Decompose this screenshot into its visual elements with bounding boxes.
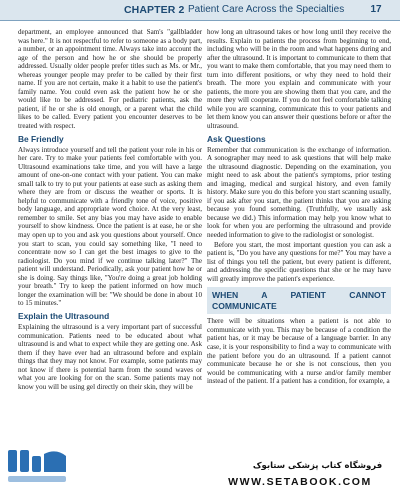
heading-be-friendly: Be Friendly	[18, 133, 64, 144]
page-number: 17	[370, 4, 382, 15]
chapter-title: Patient Care Across the Specialties	[188, 4, 345, 15]
right-paragraph-4: There will be situations when a patient is not able to communicate with you. This may be because of a condition the patient has, or it may be because of a language barrier. In any case, it is your responsibility to find a way to communicate with the patient before you do an ultrasound. If a patient cannot communicate because he or she is not conscious, then you would be communicating with a nurse and/or family member instead of the patient. If a patient has a condition, for example, a	[207, 317, 391, 386]
right-paragraph-3: Before you start, the most important question you can ask a patient is, "Do you have any questions for me?" You may have a list of things you tell the patient, but every patient is different, and addressing the specific questions that she or he may have will greatly improve the patient's experience.	[207, 240, 391, 283]
heading-explain-ultrasound: Explain the Ultrasound	[18, 310, 110, 321]
section-heading-cannot-communicate: WHEN A PATIENT CANNOT COMMUNICATE	[207, 287, 391, 314]
watermark-logo	[6, 446, 70, 486]
watermark-persian-text: فروشگاه کتاب پزشکی ستابوک	[240, 460, 395, 473]
left-paragraph-1: department, an employee announced that Sam's "gallbladder was here." It is not respectful to refer to someone as a body part, a number, or an appointment time. Always take into account the age of the person and how he or she should be properly addressed. Usually older people prefer titles such as Ms. or Mr., whereas younger people may prefer to be called by their first name. If you are not certain, make it a habit to use the patient's family name. You could even ask the patient how he or she would like to be addressed. For pediatric patients, ask the patient, if he or she is old enough, or a parent what the child likes to be called. Every patient you encounter deserves to be treated with respect.	[18, 28, 202, 131]
left-column	[18, 28, 202, 392]
heading-ask-questions: Ask Questions	[207, 133, 266, 144]
setabook-logo-icon	[6, 446, 70, 486]
page-header	[0, 0, 400, 21]
left-paragraph-3: Explaining the ultrasound is a very important part of successful communication. Patients need to be educated about what ultrasound is and what to expect while they are getting one. Ask them if they have ever had an ultrasound before and explain things that they may not know. For example, some patients may not know if there is potential harm from the sound waves or what you are looking for on the scan. Some patients may not know you will be using gel directly on their skin, they will be	[18, 322, 202, 391]
right-paragraph-2: Remember that communication is the exchange of information. A sonographer may need to ask questions that will help make the ultrasound diagnostic. Depending on the examination, you might need to ask about the patient's symptoms, prior testing and imaging, medical and surgical history, and even family history. Make sure you do this before you start scanning usually, if you ask after you start, the patient thinks that you are asking because you found something. (Truthfully, we usually ask because we did.) This information may help you know what to look for when you are performing the ultrasound and provide needed information to give to the radiologist or sonologist.	[207, 145, 391, 240]
right-paragraph-1: how long an ultrasound takes or how long until they receive the results. Explain to patients the process from beginning to end, including who will be in the room and what happens during and after the ultrasound. It is important to communicate to them that you want to make them comfortable, that you may need them to turn into different positions, or why they need to hold their breath. The more you explain and communicate with your patients, the more you are showing them that you care, and the more they will cooperate. If you do not feel comfortable talking while you are scanning, communicate this to your patients and let them know you can answer their questions before or after the ultrasound.	[207, 28, 391, 131]
left-paragraph-2: Always introduce yourself and tell the patient your role in his or her care. Try to make your patients feel comfortable with you. Ultrasound examinations take time, and you will have a large amount of one-on-one contact with your patient. You can make small talk to try to put your patients at ease such as asking them where they are from or discuss the weather or sports. It is helpful to communicate with a friendly tone of voice, positive body language, and appropriate word choice. At the very least, remember to smile. Set any bias you may have aside to enable yourself to show kindness. Once the patient is at ease, he or she may open up to you and ask you questions about yourself. Once you start to scan, you could say something like, "I need to concentrate now so I can get the best images to give to the radiologist. Do you mind if we continue talking later?" The patient will understand. Periodically, ask your patient how he or she is doing. Say things like, "You're doing a great job holding your breath." Try to keep the patient informed on how much longer the examination will be: "We should be done in about 10 to 15 minutes."	[18, 145, 202, 308]
right-column	[207, 28, 391, 387]
watermark-site: WWW.SETABOOK.COM	[205, 475, 395, 489]
chapter-label: CHAPTER 2	[124, 4, 185, 16]
